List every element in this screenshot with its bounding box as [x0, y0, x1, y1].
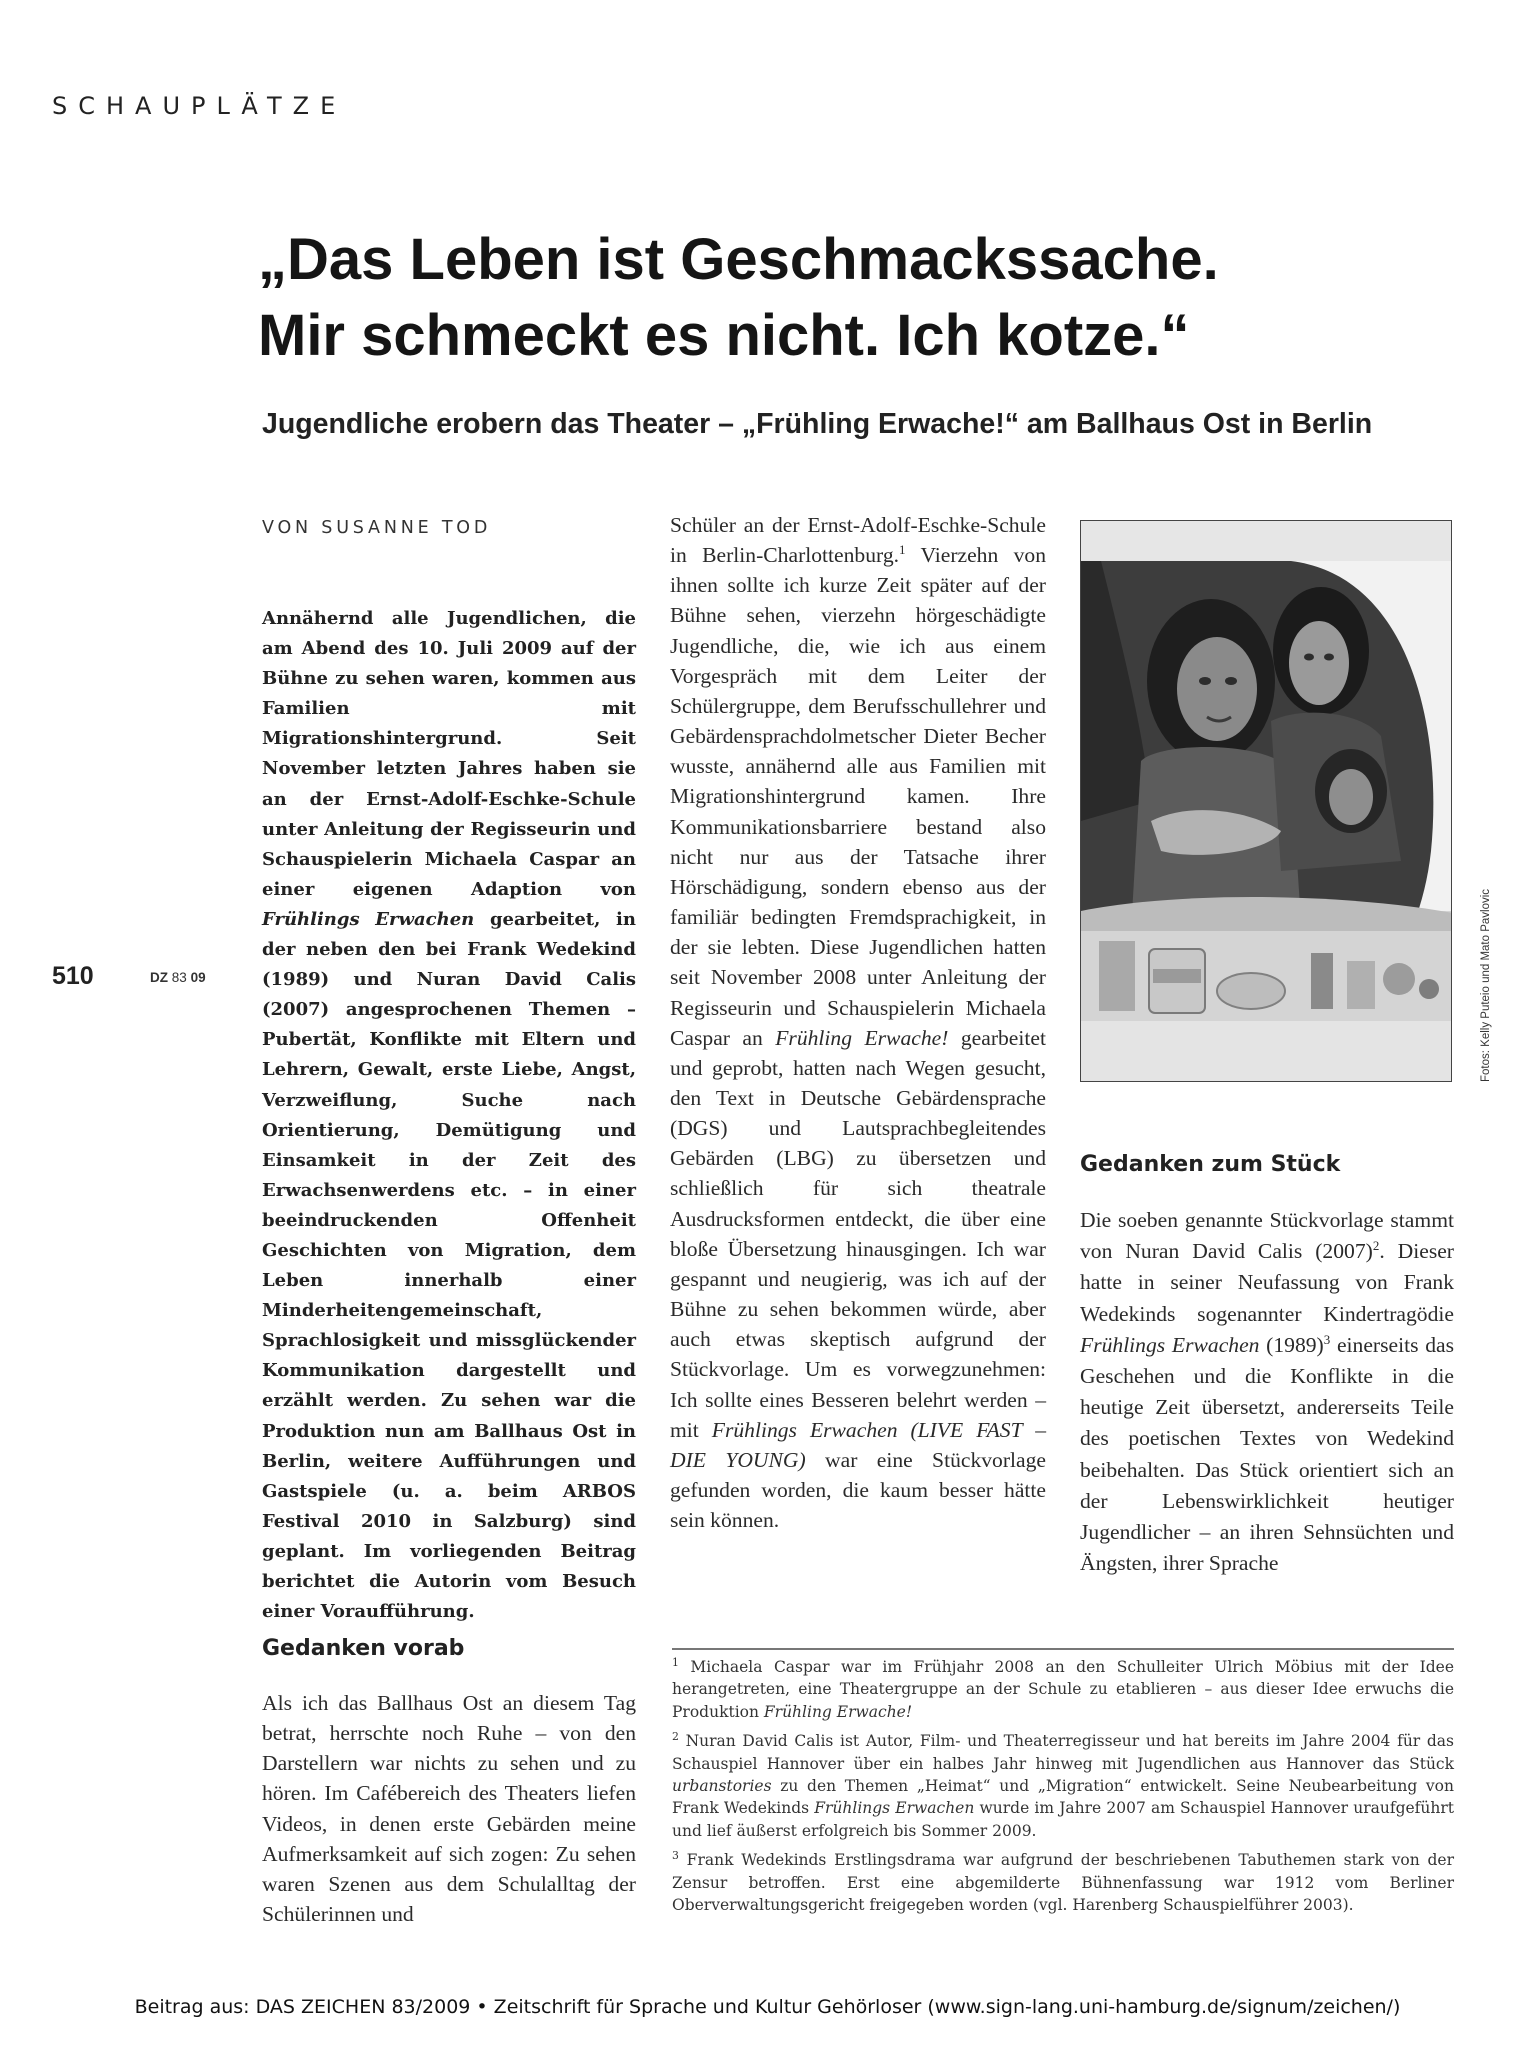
headline-line-1: „Das Leben ist Geschmackssache. — [258, 227, 1219, 292]
body-text-column-1: Als ich das Ballhaus Ost an diesem Tag betrat, herrschte noch Ruhe – von den Darstellern war nichts zu sehen und zu hören. Im Cafébereich des Theaters liefen Videos, in denen erste Gebärden meine Aufmerksamkeit auf sich zogen: Zu sehen waren Szenen aus dem Schulalltag der Schülerinnen und — [262, 1691, 636, 1927]
photo-credit: Fotos: Kelly Puteio und Mato Pavlovic — [1480, 888, 1492, 1082]
lead-title: Frühlings Erwachen — [262, 908, 475, 930]
section-heading-2: Gedanken zum Stück — [1080, 1152, 1341, 1177]
author-byline: VON SUSANNE TOD — [262, 518, 492, 538]
article-subheadline: Jugendliche erobern das Theater – „Frühling Erwache!“ am Ballhaus Ost in Berlin — [262, 408, 1373, 440]
play-title: Frühlings Erwachen (LIVE FAST – DIE YOUNG) — [670, 1417, 1046, 1472]
footnote-ref-3: 3 — [1323, 1331, 1331, 1347]
journal-name: DZ — [150, 970, 168, 985]
lead-paragraph: Annähernd alle Jugendlichen, die am Abend des 10. Juli 2009 auf der Bühne zu sehen waren, kommen aus Familien mit Migrationshintergrund. Seit November letzten Jahres haben sie an der Ernst-Adolf-Eschke-Schule unter Anleitung der Regisseurin und Schauspielerin Michaela Caspar an einer eigenen Adaption von Frühlings Erwachen gearbeitet, in der neben den bei Frank Wedekind (1989) und Nuran David Calis (2007) angesprochenen Themen – Pubertät, Konflikte mit Eltern und Lehrern, Gewalt, erste Liebe, Angst, Verzweiflung, Suche nach Orientierung, Demütigung und Einsamkeit in der Zeit des Erwachsenwerdens etc. – in einer beeindruckenden Offenheit Geschichten von Migration, dem Leben innerhalb einer Minderheitengemeinschaft, Sprachlosigkeit und missglückender Kommunikation dargestellt und erzählt werden. Zu sehen war die Produktion nun am Ballhaus Ost in Berlin, weitere Aufführungen und Gastspiele (u. a. beim ARBOS Festival 2010 in Salzburg) sind geplant. Im vorliegenden Beitrag berichtet die Autorin vom Besuch einer Voraufführung. — [262, 608, 636, 1623]
journal-issue: 83 — [171, 970, 187, 985]
footnotes — [672, 1656, 1454, 1923]
photo-illustration — [1081, 521, 1452, 1082]
source-citation: Beitrag aus: DAS ZEICHEN 83/2009 • Zeitschrift für Sprache und Kultur Gehörloser (www.sign-lang.uni-hamburg.de/signum/zeichen/) — [134, 1996, 1401, 2018]
page-number: 510 — [52, 962, 94, 990]
journal-year: 09 — [190, 970, 206, 985]
body-text-column-2: Schüler an der Ernst-Adolf-Eschke-Schule in Berlin-Charlottenburg.$^1$ Vierzehn von ihnen sollte ich kurze Zeit später auf der Bühne sehen, vierzehn hörgeschädigte Jugendliche, die, wie ich aus einem Vorgespräch mit dem Leiter der Schülergruppe, dem Berufsschullehrer und Gebärdensprachdolmetscher Dieter Becher wusste, annähernd alle aus Familien mit Migrationshintergrund kamen. Ihre Kommunikationsbarriere bestand also nicht nur aus der Tatsache ihrer Hörschädigung, sondern ebenso aus der familiär bedingten Fremdsprachigkeit, in der sie lebten. Diese Jugendlichen hatten seit November 2008 unter Anleitung der Regisseurin und Schauspielerin Michaela Caspar an Frühling Erwache! gearbeitet und geprobt, hatten nach Wegen gesucht, den Text in Deutsche Gebärdensprache (DGS) und Lautsprachbegleitendes Gebärden (LBG) zu übersetzen und schließlich für sich theatrale Ausdrucksformen entdeckt, die über eine bloße Übersetzung hinausgingen. Ich war gespannt und neugierig, was ich auf der Bühne zu sehen bekommen würde, aber auch etwas skeptisch aufgrund der Stückvorlage. Um es vorwegzunehmen: Ich sollte eines Besseren belehrt werden – mit Frühlings Erwachen (LIVE FAST – DIE YOUNG) war eine Stückvorlage gefunden worden, die kaum besser hätte sein können. — [670, 513, 1046, 1533]
footnote-ref-1: 1 — [899, 541, 906, 557]
article-headline — [258, 222, 1458, 374]
headline-line-2: Mir schmeckt es nicht. Ich kotze.“ — [258, 303, 1190, 368]
journal-reference — [150, 970, 206, 985]
section-heading-1: Gedanken vorab — [262, 1636, 465, 1661]
footnote-1: $^1$ Michaela Caspar war im Frühjahr 2008 an den Schulleiter Ulrich Möbius mit der Idee herangetreten, eine Theatergruppe an der Schule zu etablieren – aus dieser Idee erwuchs die Produktion Frühling Erwache! — [672, 1655, 1454, 1721]
body-text-column-3: Die soeben genannte Stückvorlage stammt von Nuran David Calis $(2007)^2$. Dieser hatte in seiner Neufassung von Frank Wedekinds sogenannter Kindertragödie Frühlings Erwachen $(1989)^3$ einerseits das Geschehen und die Konflikte in die heutige Zeit übersetzt, andererseits Teile des poetischen Textes von Wedekind beibehalten. Das Stück orientiert sich an der Lebenswirklichkeit heutiger Jugendlicher – an ihren Sehnsüchten und Ängsten, ihrer Sprache — [1080, 1208, 1455, 1576]
play-title: Frühlings Erwachen — [1080, 1332, 1260, 1357]
section-label: SCHAUPLÄTZE — [52, 92, 347, 120]
play-title: Frühling Erwache! — [775, 1025, 949, 1050]
footnote-ref-2: 2 — [1372, 1238, 1380, 1254]
footnote-3: $^3$ Frank Wedekinds Erstlingsdrama war aufgrund der beschriebenen Tabuthemen stark von der Zensur betroffen. Erst eine abgemilderte Bühnenfassung war 1912 vom Berliner Oberverwaltungsgericht freigegeben worden (vgl. Harenberg Schauspielführer 2003). — [672, 1849, 1454, 1915]
rehearsal-photo — [1080, 520, 1452, 1082]
footnote-2: $^2$ Nuran David Calis ist Autor, Film- und Theaterregisseur und hat bereits im Jahre 2004 für das Schauspiel Hannover über ein halbes Jahr hinweg mit Jugendlichen aus Hannover das Stück urbanstories zu den Themen „Heimat“ und „Migration“ entwickelt. Seine Neubearbeitung von Frank Wedekinds Frühlings Erwachen wurde im Jahre 2007 am Schauspiel Hannover uraufgeführt und lief äußerst erfolgreich bis Sommer 2009. — [672, 1730, 1454, 1840]
footnote-divider — [672, 1648, 1454, 1650]
